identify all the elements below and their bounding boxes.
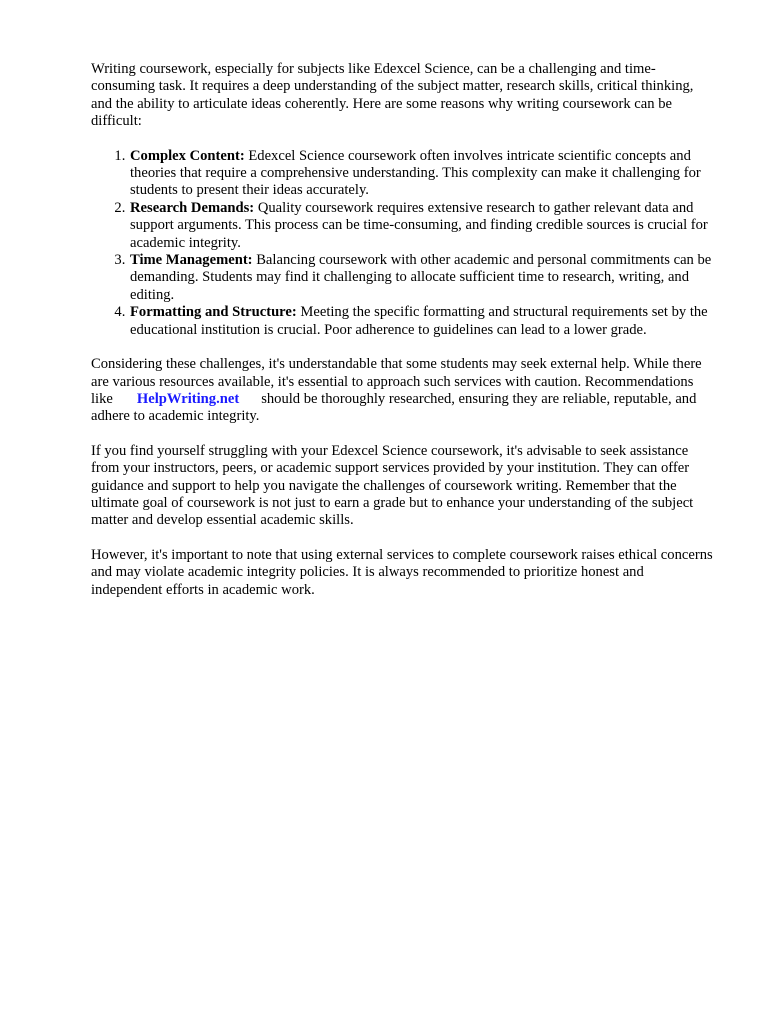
list-item <box>129 148 716 200</box>
intro-paragraph: Writing coursework, especially for subjects like Edexcel Science, can be a challenging and time-consuming task. It requires a deep understanding of the subject matter, research skills, critical thinking, and the ability to articulate ideas coherently. Here are some reasons why writing coursework can be difficult: <box>91 61 694 130</box>
document-page <box>91 61 716 616</box>
list-item <box>129 252 716 304</box>
list-item <box>129 200 716 252</box>
helpwriting-link[interactable]: HelpWriting.net <box>136 390 240 407</box>
reason-text: Edexcel Science coursework often involves intricate scientific concepts and theories that require a comprehensive understanding. This complexity can make it challenging for students to present their ideas accurately. <box>130 147 701 199</box>
however-paragraph: However, it's important to note that using external services to complete coursework raises ethical concerns and may violate academic integrity policies. It is always recommended to prioritize honest and independent efforts in academic work. <box>91 546 713 598</box>
struggling-paragraph: If you find yourself struggling with your Edexcel Science coursework, it's advisable to seek assistance from your instructors, peers, or academic support services provided by your institution. They can offer guidance and support to help you navigate the challenges of coursework writing. Remember that the ultimate goal of coursework is not just to earn a grade but to enhance your understanding of the subject matter and develop essential academic skills. <box>91 442 694 529</box>
considering-text-before: Considering these challenges, it's understandable that some students may seek external help. While there are various resources available, it's essential to approach such services with caution. Recommendations like <box>91 356 702 407</box>
reason-term: Research Demands: <box>130 199 255 216</box>
reason-text: Quality coursework requires extensive research to gather relevant data and support arguments. This process can be time-consuming, and finding credible sources is crucial for academic integrity. <box>130 199 708 251</box>
reasons-list <box>91 148 716 339</box>
reason-term: Complex Content: <box>130 147 245 164</box>
considering-text-after: should be thoroughly researched, ensuring they are reliable, reputable, and adhere to academic integrity. <box>91 390 697 425</box>
reason-term: Time Management: <box>130 252 253 269</box>
reason-text: Meeting the specific formatting and structural requirements set by the educational institution is crucial. Poor adherence to guidelines can lead to a lower grade. <box>130 304 708 338</box>
reason-text: Balancing coursework with other academic and personal commitments can be demanding. Students may find it challenging to allocate sufficient time to research, writing, and editing. <box>130 252 712 303</box>
considering-paragraph <box>91 356 716 426</box>
reason-term: Formatting and Structure: <box>130 304 297 321</box>
list-item <box>129 304 716 339</box>
